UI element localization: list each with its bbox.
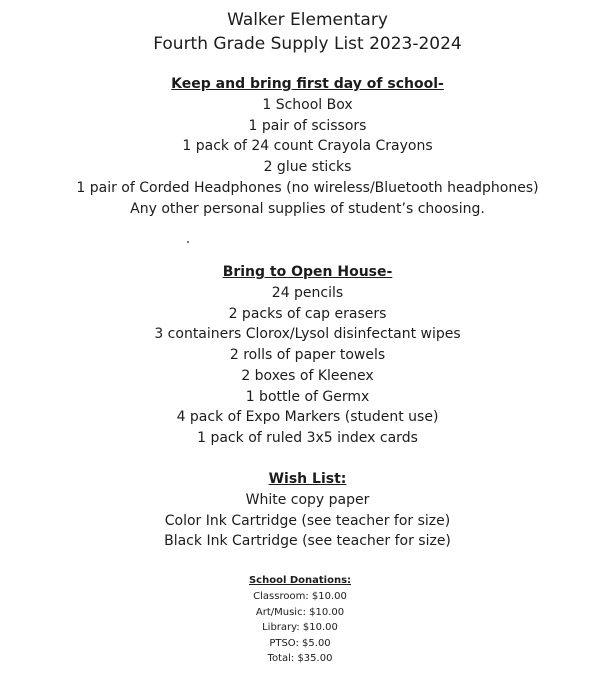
- scan-speck: [187, 241, 189, 243]
- donations-heading: School Donations:: [248, 575, 352, 586]
- open-house-heading: Bring to Open House-: [222, 264, 393, 280]
- wish-list-section: [0, 469, 615, 552]
- wish-list-heading: Wish List:: [268, 471, 347, 487]
- page-title: Fourth Grade Supply List 2023-2024: [153, 34, 462, 54]
- list-item: White copy paper: [245, 492, 370, 508]
- list-item: 1 pack of 24 count Crayola Crayons: [182, 138, 433, 155]
- list-item: 24 pencils: [271, 285, 344, 301]
- list-item: Black Ink Cartridge (see teacher for size): [164, 533, 451, 550]
- donation-item: PTSO: $5.00: [269, 637, 331, 649]
- school-donations-section: [0, 573, 600, 667]
- list-item: 2 glue sticks: [263, 159, 352, 176]
- list-item: 2 packs of cap erasers: [228, 305, 387, 322]
- first-day-section: [0, 74, 615, 219]
- list-item: 1 pair of Corded Headphones (no wireless/Bluetooth headphones): [76, 179, 539, 196]
- first-day-heading: Keep and bring first day of school-: [171, 76, 444, 92]
- donation-item: Library: $10.00: [262, 622, 338, 634]
- list-item: Color Ink Cartridge (see teacher for size): [164, 512, 451, 529]
- list-item: 3 containers Clorox/Lysol disinfectant wipes: [154, 326, 461, 343]
- list-item: 4 pack of Expo Markers (student use): [176, 409, 439, 426]
- donation-item: Art/Music: $10.00: [255, 606, 345, 618]
- donation-item: Classroom: $10.00: [253, 591, 347, 602]
- list-item: Any other personal supplies of student’s choosing.: [130, 200, 485, 217]
- list-item: 1 School Box: [262, 97, 353, 113]
- donation-total: Total: $35.00: [267, 653, 333, 665]
- list-item: 2 boxes of Kleenex: [241, 367, 374, 384]
- school-name: Walker Elementary: [227, 10, 388, 30]
- list-item: 1 bottle of Germx: [245, 388, 370, 405]
- list-item: 2 rolls of paper towels: [229, 347, 386, 364]
- list-item: 1 pack of ruled 3x5 index cards: [197, 429, 418, 446]
- list-item: 1 pair of scissors: [248, 117, 367, 134]
- document-header: [0, 8, 615, 56]
- open-house-section: [0, 262, 615, 449]
